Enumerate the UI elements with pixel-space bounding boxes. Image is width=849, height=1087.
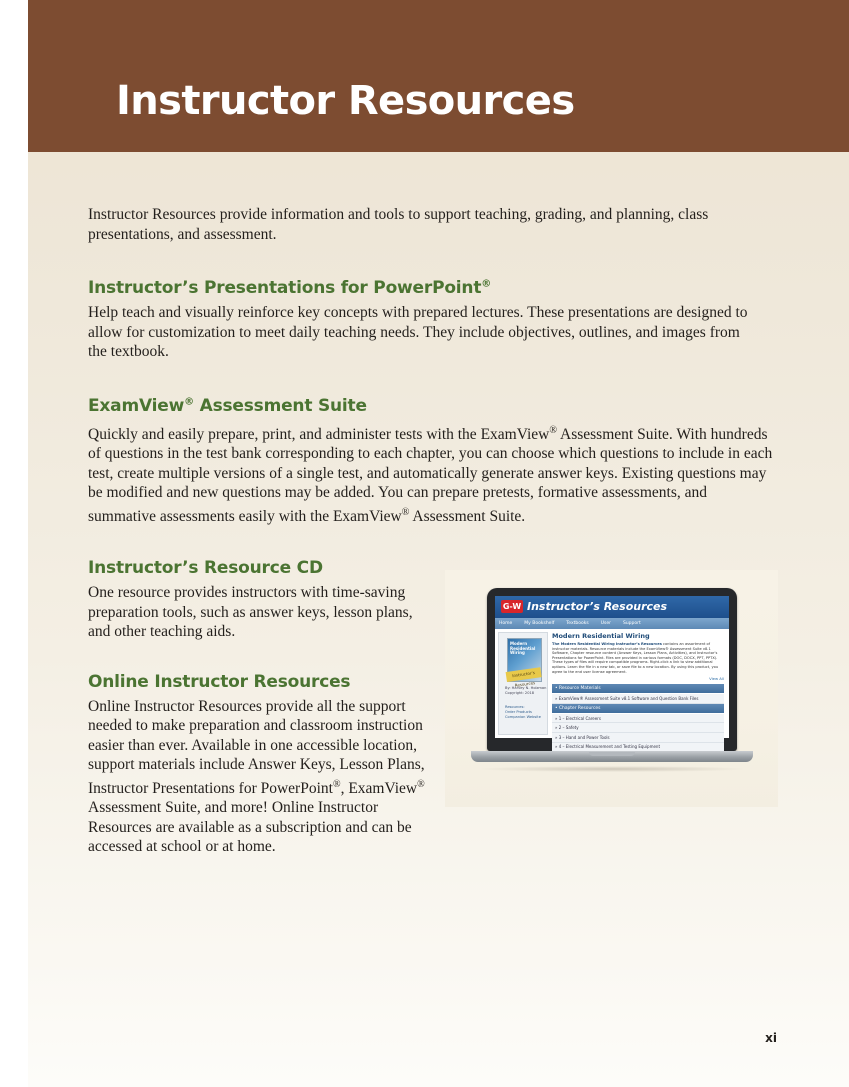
book-author: By: Harvey N. Holzman [505, 686, 547, 690]
registered-mark-icon: ® [481, 278, 492, 290]
examview-body-part-1: Quickly and easily prepare, print, and administer tests with the ExamView [88, 425, 550, 443]
nav-item-my-bookshelf[interactable]: My Bookshelf [524, 621, 555, 626]
nav-item-textbooks[interactable]: Textbooks [566, 621, 589, 626]
section-online-resources-heading: Online Instructor Resources [88, 671, 351, 692]
registered-mark-icon: ® [332, 778, 341, 790]
gw-logo-icon: G-W [502, 602, 522, 611]
book-copyright: Copyright: 2018 [505, 691, 535, 695]
section-powerpoint [88, 278, 754, 362]
section-resource-cd-body: One resource provides instructors with time-saving preparation tools, such as answer keys, lesson plans, and other teaching aids. [88, 584, 413, 641]
screen-top-bar [495, 596, 729, 618]
sidebar-resources-label: Resources: [505, 705, 525, 709]
section-resource-cd-heading: Instructor’s Resource CD [88, 558, 323, 579]
view-all-link[interactable]: View All [709, 676, 724, 682]
sidebar-link-order-products[interactable]: Order Products [505, 710, 532, 714]
section-powerpoint-heading-text: Instructor’s Presentations for PowerPoint [88, 278, 482, 298]
accordion-header-chapter-resources[interactable]: • Chapter Resources [552, 704, 724, 713]
page-left-margin [0, 0, 28, 1087]
nav-item-support[interactable]: Support [622, 621, 641, 626]
book-cover-band-label: Instructor’s Resources [511, 670, 536, 688]
screen-description [552, 642, 724, 674]
nav-item-user[interactable]: User [600, 621, 611, 626]
examview-body-part-3: Assessment Suite. [409, 507, 526, 525]
laptop-trackpad-notch [589, 752, 635, 756]
section-online-resources-body [88, 697, 440, 857]
intro-paragraph-block [88, 205, 766, 244]
page-number: xi [765, 1031, 777, 1045]
registered-mark-icon: ® [401, 506, 410, 518]
screen-app-title: Instructor’s Resources [527, 600, 668, 613]
sidebar-resources [505, 705, 541, 720]
accordion-row-chapter-2[interactable]: » 2 – Safety [552, 723, 724, 733]
section-examview-heading-tail: Assessment Suite [193, 395, 367, 416]
registered-mark-icon: ® [184, 395, 194, 407]
online-body-part-1: Online Instructor Resources provide all the support needed to make preparation and classroom instruction easier than ever. Available in one accessible location, support materials include Answer Keys, Lesson Plans, Instructor Presentations for PowerPoint [88, 697, 425, 797]
nav-item-home[interactable]: Home [499, 621, 513, 626]
laptop-lid [487, 588, 737, 751]
book-meta [505, 686, 546, 696]
screen-body [495, 629, 729, 750]
screen-nav-bar [495, 618, 729, 629]
section-examview-heading-text: ExamView [88, 395, 185, 416]
accordion-row-examview-software[interactable]: » ExamView® Assessment Suite v8.1 Software and Question Bank Files [552, 694, 724, 704]
section-examview [88, 396, 774, 527]
section-examview-heading [88, 396, 774, 416]
intro-paragraph: Instructor Resources provide information and tools to support teaching, grading, and planning, class presentations, and assessment. [88, 206, 709, 243]
laptop-illustration [471, 588, 753, 773]
screen-page-heading: Modern Residential Wiring [552, 632, 650, 640]
screen-description-rest: contains an assortment of instructor materials. Resource materials include the ExamView® Assessment Suite v8.1 Software, Chapter resource content (Answer Keys, Lesson Plans, Activities), and Instructor’s Presentations for PowerPoint. Files are provided in various formats (DOC, DOCX, PPT, PPTX). These types of files will require compatible programs. Right-click a link to view additional options. Learn the file in a new tab, or save file to a new location. By using this product, you agree to the end user license agreement. [552, 642, 719, 674]
screen-description-lead: The Modern Residential Wiring Instructor’s Resources [552, 642, 662, 646]
accordion-row-chapter-1[interactable]: » 1 – Electrical Careers [552, 714, 724, 724]
accordion-row-chapter-4[interactable]: » 4 – Electrical Measurement and Testing Equipment [552, 743, 724, 753]
online-body-part-3: Assessment Suite, and more! Online Instructor Resources are available as a subscription and can be accessed at school or at home. [88, 799, 412, 856]
page-title: Instructor Resources [116, 78, 575, 124]
accordion-header-resource-materials[interactable]: • Resource Materials [552, 684, 724, 693]
accordion-row-chapter-3[interactable]: » 3 – Hand and Power Tools [552, 733, 724, 743]
screen-main-panel [552, 632, 724, 750]
sidebar-link-companion-website[interactable]: Companion Website [505, 715, 541, 719]
section-examview-body [88, 421, 774, 527]
section-powerpoint-heading [88, 278, 754, 298]
registered-mark-icon: ® [417, 778, 425, 790]
registered-mark-icon: ® [549, 424, 557, 436]
section-resource-cd [88, 558, 438, 642]
screen-sidebar [498, 632, 548, 735]
figure-online-resources [445, 570, 778, 807]
online-body-part-2: , ExamView [340, 779, 418, 797]
examview-body-part-2: Assessment Suite. With hundreds of questions in the test bank corresponding to each chapter, you can choose which questions to include in each test, create multiple versions of a single test, and automatically generate answer keys. Existing questions may be modified and new questions may be added. You can prepare pretests, formative assessments, and summative assessments easily with the ExamView [88, 425, 773, 525]
section-online-resources [88, 672, 440, 857]
page-header-band [28, 0, 849, 152]
section-powerpoint-body: Help teach and visually reinforce key concepts with prepared lectures. These presentations are designed to allow for customization to meet daily teaching needs. They include objectives, outlines, and images from the textbook. [88, 304, 748, 360]
laptop-screen [495, 596, 729, 750]
book-cover-title: Modern Residential Wiring [510, 641, 536, 655]
